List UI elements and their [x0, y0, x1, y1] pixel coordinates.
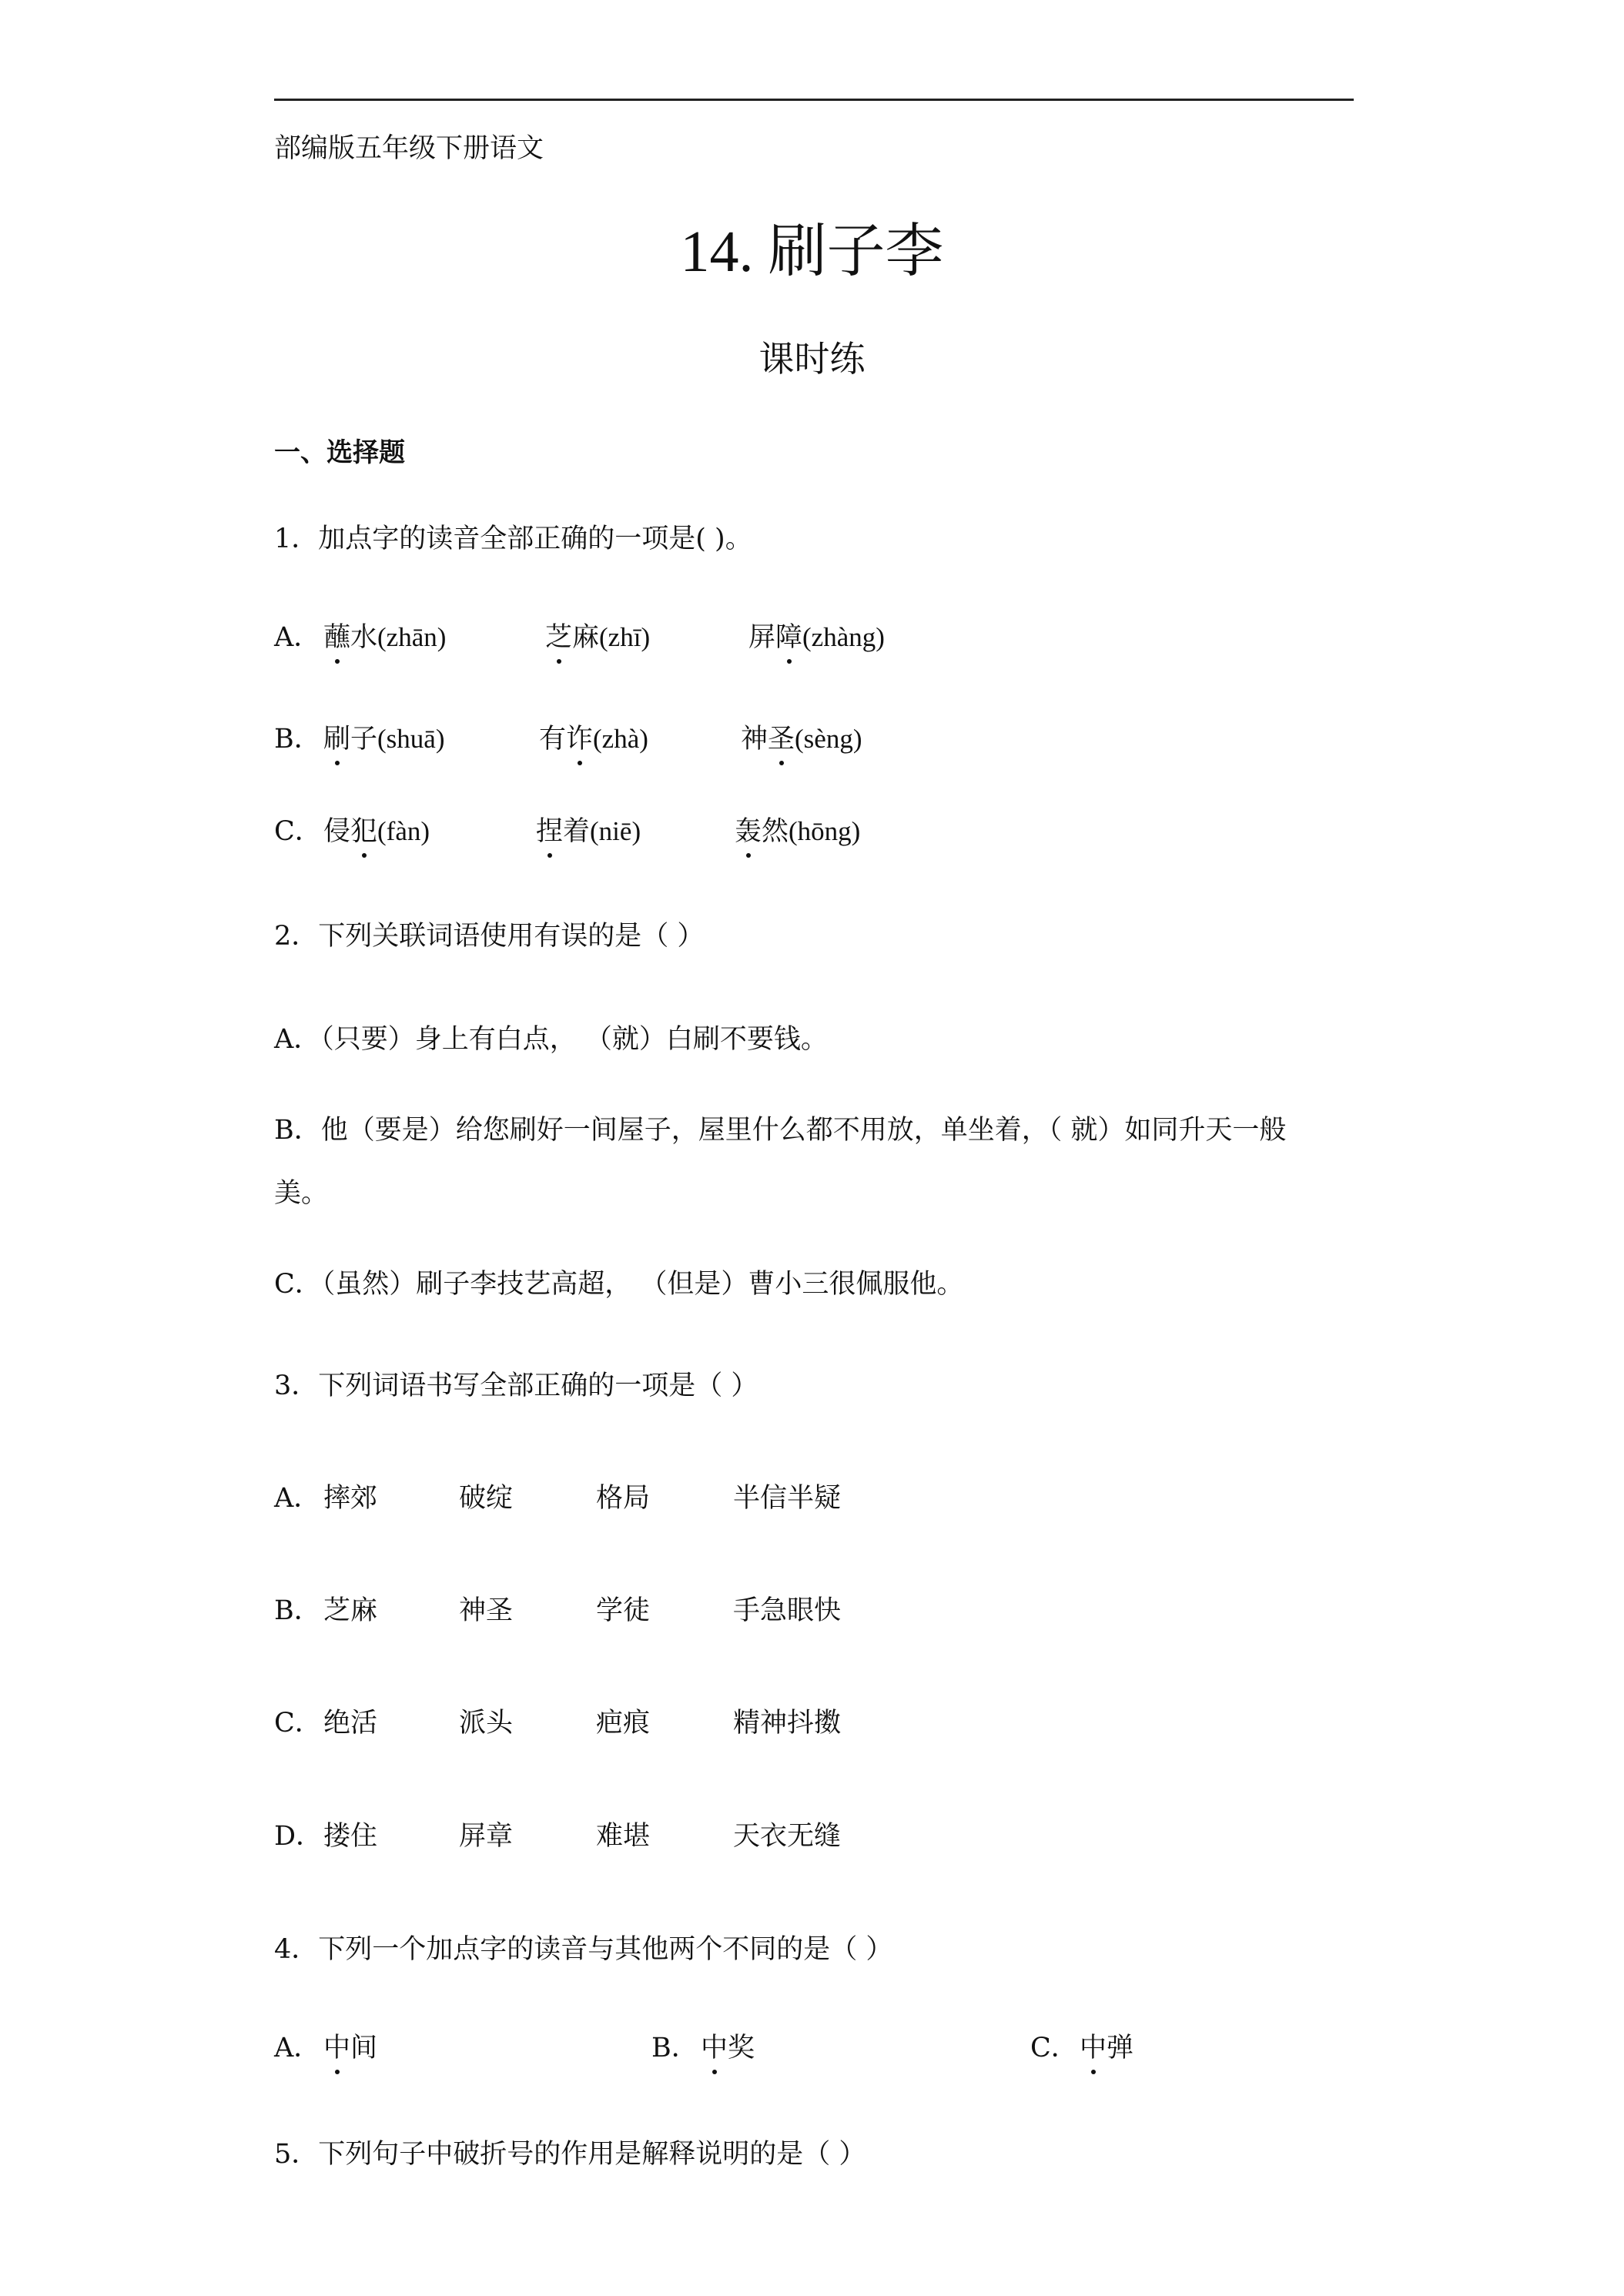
page-title: 14. 刷子李 — [680, 219, 944, 284]
q3-option-d-word-3: 难堪 — [596, 1821, 651, 1852]
q1-option-c-word-2: 捏着(niē) — [536, 810, 641, 848]
question-2-stem: 2．下列关联词语使用有误的是（ ） — [274, 921, 705, 952]
q1-option-b-word-1: 刷子(shuā) — [323, 718, 445, 756]
question-1-stem: 1．加点字的读音全部正确的一项是( )。 — [274, 524, 752, 554]
q3-option-c-word-1: 绝活 — [323, 1708, 378, 1739]
q2-option-b-line-1: B．他（要是）给您刷好一间屋子，屋里什么都不用放，单坐着，（ 就）如同升天一般 — [274, 1115, 1287, 1146]
q4-option-c-word: 中弹 — [1080, 2027, 1133, 2065]
q3-option-d-word-1: 搂住 — [323, 1821, 378, 1852]
q3-option-b-word-2: 神圣 — [459, 1595, 514, 1626]
q1-option-a-label: A． — [274, 622, 321, 653]
q1-option-c-word-1: 侵犯(fàn) — [323, 810, 430, 848]
q3-option-c-word-4: 精神抖擞 — [733, 1708, 842, 1739]
q3-option-a-word-3: 格局 — [596, 1483, 651, 1514]
q3-option-b-word-3: 学徒 — [596, 1595, 651, 1626]
header-text: 部编版五年级下册语文 — [274, 133, 544, 164]
q1-option-a-word-1: 蘸水(zhān) — [323, 616, 446, 654]
q2-option-a: A．（只要）身上有白点， （就）白刷不要钱。 — [274, 1024, 828, 1055]
q2-option-c: C．（虽然）刷子李技艺高超， （但是）曹小三很佩服他。 — [274, 1269, 964, 1300]
q4-option-b-label: B． — [651, 2033, 698, 2063]
q3-option-a-word-2: 破绽 — [459, 1483, 514, 1514]
q3-option-b-word-1: 芝麻 — [323, 1595, 378, 1626]
q1-option-b-label: B． — [274, 724, 321, 755]
question-4-stem: 4．下列一个加点字的读音与其他两个不同的是（ ） — [274, 1934, 893, 1965]
q4-option-a-word: 中间 — [323, 2027, 377, 2065]
q1-option-c-word-3: 轰然(hōng) — [735, 810, 860, 848]
q3-option-c-word-3: 疤痕 — [596, 1708, 651, 1739]
q1-option-a-word-2: 芝麻(zhī) — [545, 616, 650, 654]
header-rule — [274, 99, 1354, 101]
section-heading: 一、选择题 — [274, 437, 405, 468]
q1-option-a-word-3: 屏障(zhàng) — [748, 616, 885, 654]
q3-option-a-word-1: 摔郊 — [323, 1483, 378, 1514]
q3-option-c-label: C． — [274, 1708, 322, 1739]
q3-option-b-word-4: 手急眼快 — [733, 1595, 842, 1626]
q4-option-c-label: C． — [1030, 2033, 1078, 2063]
q3-option-b-label: B． — [274, 1595, 321, 1626]
q3-option-d-word-4: 天衣无缝 — [733, 1821, 842, 1852]
q3-option-a-label: A． — [274, 1483, 321, 1514]
q4-option-a-label: A． — [274, 2033, 321, 2063]
question-3-stem: 3．下列词语书写全部正确的一项是（ ） — [274, 1371, 758, 1401]
page-subtitle: 课时练 — [758, 338, 866, 380]
q4-option-b-word: 中奖 — [701, 2027, 755, 2065]
question-5-stem: 5．下列句子中破折号的作用是解释说明的是（ ） — [274, 2139, 866, 2170]
q1-option-b-word-3: 神圣(sèng) — [741, 718, 862, 756]
q3-option-c-word-2: 派头 — [459, 1708, 514, 1739]
q1-option-c-label: C． — [274, 816, 322, 847]
q3-option-d-label: D． — [274, 1821, 323, 1852]
q3-option-a-word-4: 半信半疑 — [733, 1483, 842, 1514]
q1-option-b-word-2: 有诈(zhà) — [539, 718, 648, 756]
q3-option-d-word-2: 屏章 — [459, 1821, 514, 1852]
q2-option-b-line-2: 美。 — [274, 1178, 329, 1209]
